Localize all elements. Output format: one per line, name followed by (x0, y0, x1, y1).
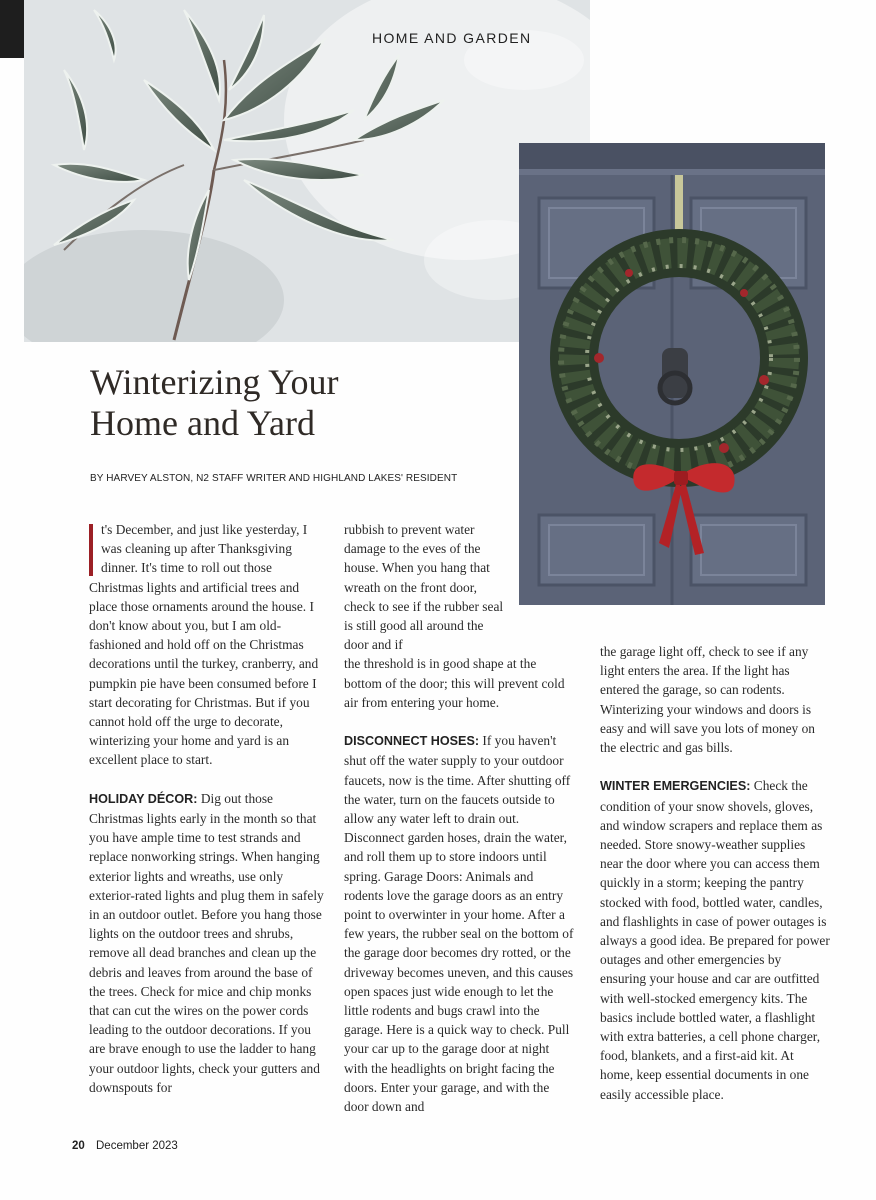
article-column-2 (344, 520, 576, 1135)
frosted-leaves-photo (24, 0, 590, 342)
page-edge-mark (0, 0, 24, 58)
holiday-decor-text: Dig out those Christmas lights early in the month so that you have ample time to test strands and replace nonworking strings. When hanging exterior lights and wreaths, use only exterior-rated lights and plug them in safely in an outdoor outlet. Before you hang those lights on the outdoor trees and shrubs, remove all dead branches and clean up the debris and leaves from around the base of the trees. Check for mice and chip monks that can cut the wires on the power cords leading to the outdoor decorations. If you are brave enough to use the ladder to hang your outdoor lights, check your gutters and downspouts for (89, 790, 324, 1095)
holiday-decor-continued-narrow: rubbish to prevent water damage to the eves of the house. When you hang that wreath on the front door, check to see if the rubber seal is still good all around the door and if (344, 522, 504, 653)
title-line-2: Home and Yard (90, 403, 315, 443)
disconnect-hoses-text: If you haven't shut off the water supply to your outdoor faucets, now is the time. After shutting off the water, turn on the faucets outside to allow any water left to drain out. Disconnect garden hoses, drain the water, and roll them up to store indoors until spring. Garage Doors: Animals and rodents love the garage doors as an entry point to overwinter in your home. After a few years, the rubber seal on the bottom of the garage door becomes dry rotted, or the driveway becomes uneven, and this causes open spaces just wide enough to let the little rodents and bugs crawl into the garage. Here is a quick way to check. Pull your car up to the garage door at night with the headlights on bright facing the doors. Enter your garage, and with the door down and (344, 733, 574, 1115)
intro-text: t's December, and just like yesterday, I was cleaning up after Thanksgiving dinner. It's time to roll out those Christmas lights and artificial trees and place those ornaments around the house. I don't know about you, but I am old-fashioned and hold off on the Christmas decorations until the turkey, cranberry, and pumpkin pie have been consumed before I start decorating for Christmas. But if you cannot hold off the urge to decorate, winterizing your home and yard is an excellent place to start. (89, 522, 319, 768)
holiday-decor-heading: HOLIDAY DÉCOR: (89, 791, 198, 806)
section-label: HOME AND GARDEN (372, 30, 532, 46)
title-line-1: Winterizing Your (90, 362, 339, 402)
holiday-decor-continued (344, 520, 576, 712)
article-title (90, 362, 510, 444)
article-column-1 (89, 520, 324, 1116)
byline: BY HARVEY ALSTON, N2 STAFF WRITER AND HIGHLAND LAKES' RESIDENT (90, 473, 458, 484)
winter-emergencies-paragraph (600, 776, 830, 1103)
intro-paragraph (89, 520, 324, 770)
winter-emergencies-heading: WINTER EMERGENCIES: (600, 779, 751, 794)
disconnect-hoses-heading: DISCONNECT HOSES: (344, 734, 480, 749)
page-footer (72, 1140, 178, 1152)
drop-cap-bar (89, 524, 93, 576)
page-number: 20 (72, 1140, 85, 1152)
winter-emergencies-text: Check the condition of your snow shovels, gloves, and window scrapers and replace them as needed. Store snowy-weather supplies near the door where you can access them quickly in a storm; keeping the pantry stocked with food, bottled water, candles, and flashlights in case of power outages is always a good idea. Be prepared for power outages and other emergencies by ensuring your house and car are outfitted with well-stocked emergency kits. The basics include bottled water, a flashlight with extra batteries, a cell phone charger, food, blankets, and a first-aid kit. At home, keep essential documents in one easily accessible place. (600, 778, 830, 1102)
article-column-3 (600, 642, 830, 1123)
disconnect-hoses-paragraph (344, 731, 576, 1116)
holiday-decor-continued-wide: the threshold is in good shape at the bottom of the door; this will prevent cold air from entering your home. (344, 656, 565, 710)
disconnect-hoses-continued: the garage light off, check to see if any light enters the area. If the light has entered the garage, so can rodents. Winterizing your windows and doors is easy and will save you lots of money on the electric and gas bills. (600, 644, 815, 756)
holiday-decor-paragraph (89, 789, 324, 1097)
issue-date: December 2023 (96, 1140, 178, 1152)
